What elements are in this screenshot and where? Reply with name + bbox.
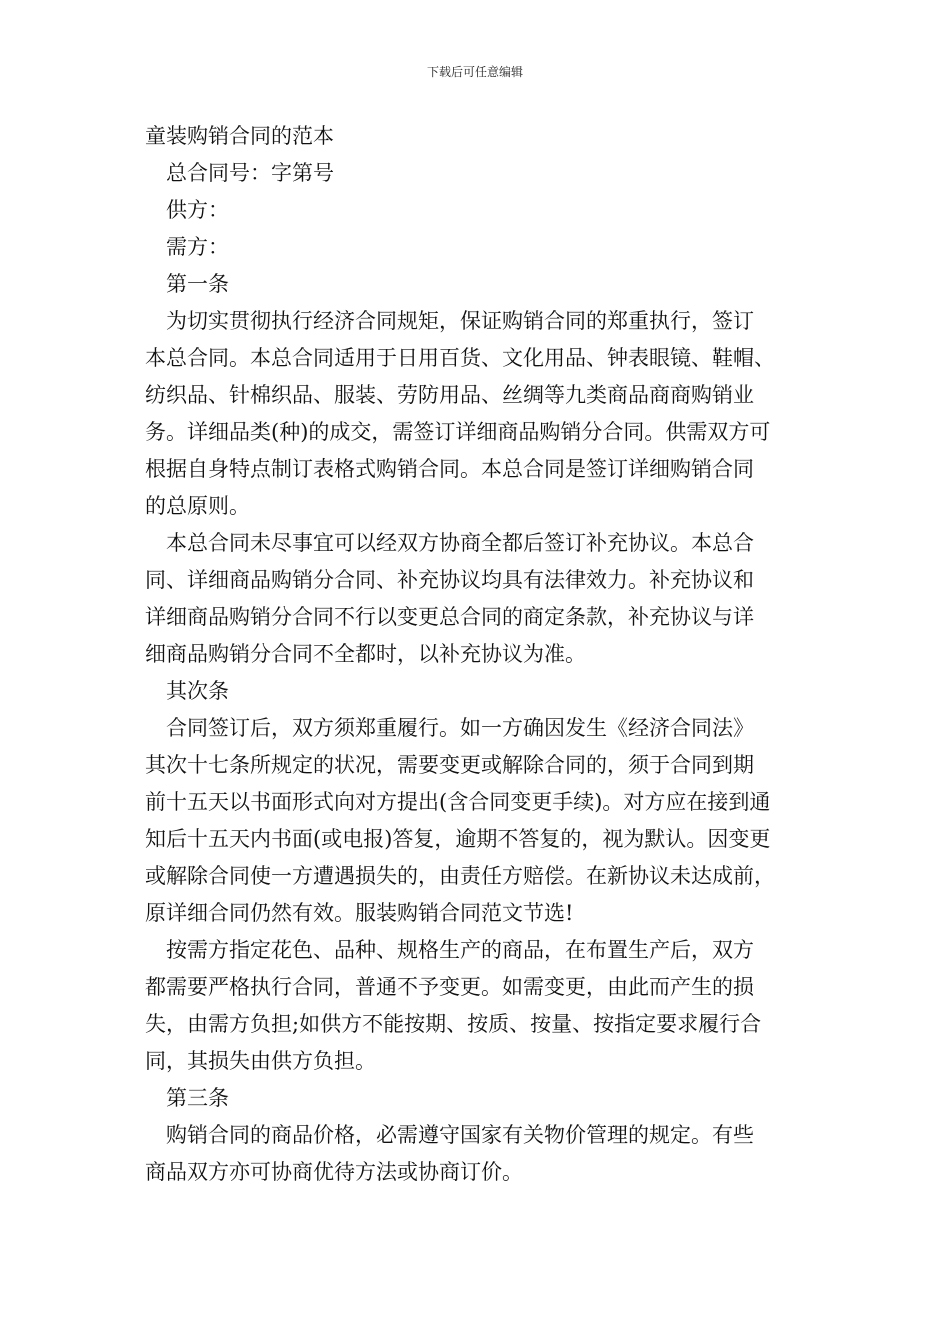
text-line: 细商品购销分合同不全都时，以补充协议为准。 <box>145 642 586 666</box>
text-line: 纺织品、针棉织品、服装、劳防用品、丝绸等九类商品商商购销业 <box>145 383 754 407</box>
text-line: 前十五天以书面形式向对方提出(含合同变更手续)。对方应在接到通 <box>145 790 771 814</box>
text-line: 都需要严格执行合同，普通不予变更。如需变更，由此而产生的损 <box>145 975 754 999</box>
text-line: 知后十五天内书面(或电报)答复，逾期不答复的，视为默认。因变更 <box>145 827 771 851</box>
article-3-heading: 第三条 <box>166 1086 229 1110</box>
text-line: 或解除合同使一方遭遇损失的，由责任方赔偿。在新协议未达成前， <box>145 864 775 888</box>
text-line: 商品双方亦可协商优待方法或协商订价。 <box>145 1160 523 1184</box>
text-line: 原详细合同仍然有效。服装购销合同范文节选! <box>145 901 574 925</box>
text-line: 为切实贯彻执行经济合同规矩，保证购销合同的郑重执行，签订 <box>166 309 754 333</box>
article-1-heading: 第一条 <box>166 272 229 296</box>
article-2-heading: 其次条 <box>166 679 229 703</box>
text-line: 其次十七条所规定的状况，需要变更或解除合同的，须于合同到期 <box>145 753 754 777</box>
text-line: 本总合同未尽事宜可以经双方协商全都后签订补充协议。本总合 <box>166 531 754 555</box>
document-title: 童装购销合同的范本 <box>145 124 334 148</box>
text-line: 购销合同的商品价格，必需遵守国家有关物价管理的规定。有些 <box>166 1123 754 1147</box>
text-line: 按需方指定花色、品种、规格生产的商品，在布置生产后，双方 <box>166 938 754 962</box>
text-line: 的总原则。 <box>145 494 250 518</box>
contract-number-line: 总合同号：字第号 <box>166 161 334 185</box>
supplier-line: 供方： <box>166 198 229 222</box>
text-line: 根据自身特点制订表格式购销合同。本总合同是签订详细购销合同 <box>145 457 754 481</box>
document-body <box>145 118 809 1191</box>
text-line: 详细商品购销分合同不行以变更总合同的商定条款，补充协议与详 <box>145 605 754 629</box>
text-line: 同，其损失由供方负担。 <box>145 1049 376 1073</box>
text-line: 失，由需方负担;如供方不能按期、按质、按量、按指定要求履行合 <box>145 1012 762 1036</box>
text-line: 务。详细品类(种)的成交，需签订详细商品购销分合同。供需双方可 <box>145 420 771 444</box>
text-line: 本总合同。本总合同适用于日用百货、文化用品、钟表眼镜、鞋帽、 <box>145 346 775 370</box>
text-line: 合同签订后，双方须郑重履行。如一方确因发生《经济合同法》 <box>166 716 754 740</box>
page-header-note: 下载后可任意编辑 <box>426 65 523 79</box>
text-line: 同、详细商品购销分合同、补充协议均具有法律效力。补充协议和 <box>145 568 754 592</box>
buyer-line: 需方： <box>166 235 229 259</box>
